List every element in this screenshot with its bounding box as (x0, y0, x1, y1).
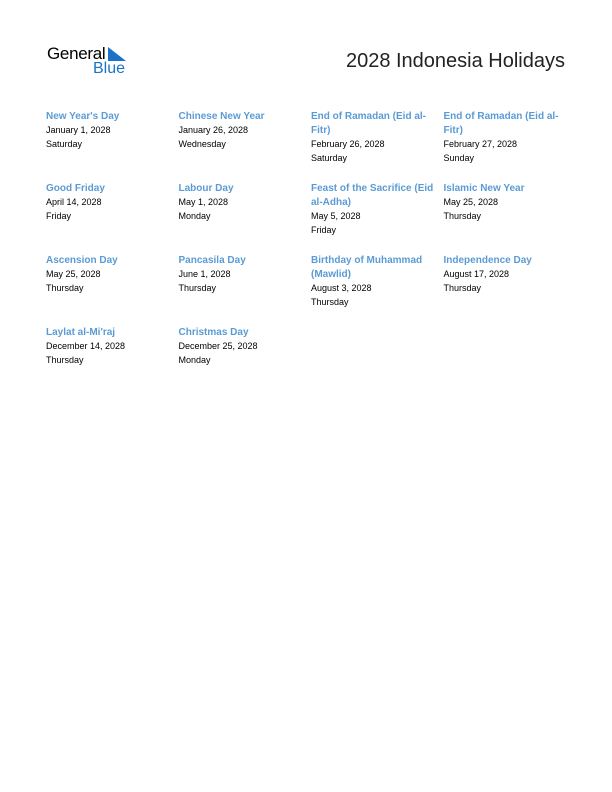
holiday-name: Chinese New Year (178, 111, 265, 122)
holiday-item (179, 182, 312, 254)
logo-triangle-icon (108, 47, 126, 61)
holiday-date: December 25, 2028 (178, 341, 258, 351)
holiday-item (179, 110, 312, 182)
holiday-date: June 1, 2028 (178, 269, 231, 279)
holiday-date: February 27, 2028 (443, 139, 518, 149)
holiday-date: January 26, 2028 (178, 125, 249, 135)
holiday-date: August 3, 2028 (311, 283, 372, 293)
holiday-date: May 1, 2028 (178, 197, 229, 207)
holiday-item (179, 254, 312, 326)
holiday-name: End of Ramadan (Eid al-Fitr) (311, 111, 427, 136)
holiday-name: Ascension Day (46, 255, 118, 266)
holiday-item (46, 182, 179, 254)
holiday-date: May 25, 2028 (443, 197, 499, 207)
holiday-item (444, 254, 577, 326)
holiday-item (46, 110, 179, 182)
holiday-weekday: Saturday (46, 138, 83, 149)
holiday-weekday: Thursday (178, 282, 217, 293)
holiday-date: February 26, 2028 (311, 139, 385, 149)
holiday-item (444, 182, 577, 254)
holiday-name: Christmas Day (178, 327, 249, 338)
holiday-date: May 25, 2028 (46, 269, 101, 279)
holiday-name: Labour Day (178, 183, 234, 194)
holiday-item (311, 110, 444, 182)
holiday-date: December 14, 2028 (46, 341, 126, 351)
holiday-date: April 14, 2028 (46, 197, 102, 207)
logo-text-blue: Blue (93, 60, 126, 77)
holiday-name: Independence Day (443, 255, 532, 266)
holiday-grid (46, 110, 576, 398)
holiday-name: End of Ramadan (Eid al-Fitr) (443, 111, 559, 136)
holiday-item (311, 182, 444, 254)
holiday-name: New Year's Day (46, 111, 120, 122)
holiday-row (46, 110, 576, 182)
holiday-item (46, 254, 179, 326)
holiday-weekday: Wednesday (178, 138, 226, 149)
holiday-name: Laylat al-Mi'raj (46, 327, 116, 338)
holiday-weekday: Monday (178, 210, 211, 221)
page-title: 2028 Indonesia Holidays (345, 50, 565, 72)
holiday-name: Islamic New Year (443, 183, 525, 194)
holiday-row (46, 182, 576, 254)
holiday-item (311, 254, 444, 326)
holiday-weekday: Thursday (311, 296, 349, 307)
holiday-name: Birthday of Muhammad (Mawlid) (311, 255, 423, 280)
holiday-item (444, 110, 577, 182)
holiday-row (46, 254, 576, 326)
holiday-row (46, 326, 576, 398)
holiday-weekday: Thursday (46, 282, 84, 293)
holiday-weekday: Friday (311, 224, 337, 235)
holiday-item (46, 326, 179, 398)
holiday-weekday: Thursday (443, 282, 482, 293)
holiday-weekday: Sunday (443, 152, 475, 163)
holiday-weekday: Monday (178, 354, 211, 365)
logo-text-general: General (47, 44, 106, 63)
logo (47, 44, 137, 80)
holiday-weekday: Saturday (311, 152, 348, 163)
holiday-weekday: Friday (46, 210, 72, 221)
holiday-weekday: Thursday (46, 354, 84, 365)
holiday-date: January 1, 2028 (46, 125, 111, 135)
holiday-date: May 5, 2028 (311, 211, 361, 221)
holiday-date: August 17, 2028 (443, 269, 510, 279)
holiday-item (179, 326, 312, 398)
holiday-name: Feast of the Sacrifice (Eid al-Adha) (311, 183, 434, 208)
holiday-name: Good Friday (46, 183, 105, 194)
holiday-weekday: Thursday (443, 210, 482, 221)
holiday-name: Pancasila Day (178, 255, 246, 266)
